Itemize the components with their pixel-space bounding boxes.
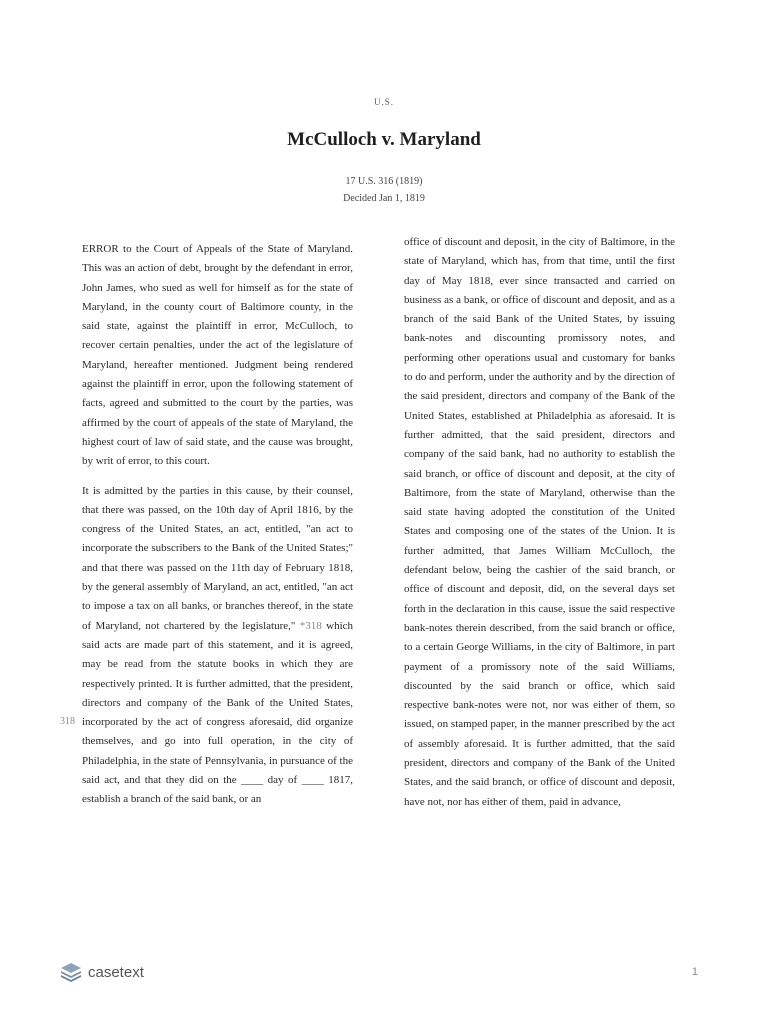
star-page-marker: *318 [299,619,322,632]
page-number: 1 [691,966,698,978]
paragraph: ERROR to the Court of Appeals of the State of Maryland. This was an action of debt, brought by the defendant in error, John James, who sued as well for himself as for the state of Maryland, in the county court of Baltimore county, in the said state, against the plaintiff in error, McCulloch, to recover certain penalties, under the act of the legislature of Maryland, hereafter mentioned. Judgment being rendered against the plaintiff in error, upon the following statement of facts, agreed and submitted to the court by the parties, was affirmed by the court of appeals of the state of Maryland, the highest court of law of said state, and the cause was brought, by writ of error, to this court. [82,243,353,468]
case-title: McCulloch v. Maryland [287,129,481,150]
right-column [404,233,675,822]
paragraph-text: which said acts are made part of this statement, and it is agreed, may be read from the statute books in which they are respectively printed. It is further admitted, that the president, directors and company of the Bank of the United States, incorporated by the act of congress aforesaid, did organize themselves, and go into full operation, in the city of Philadelphia, in the state of Pennsylvania, in pursuance of the said act, and that they did on the ____ day of ____ 1817, establish a branch of the said bank, or an [82,619,354,806]
left-column [82,240,353,820]
decided-date: Decided Jan 1, 1819 [343,193,425,204]
margin-page-number: 318 [60,716,75,727]
paragraph [82,482,353,810]
case-citation-block [0,173,768,207]
court-label: U.S. [373,97,394,107]
paragraph: office of discount and deposit, in the city of Baltimore, in the state of Maryland, which has, from that time, until the first day of May 1818, ever since transacted and carried on business as a bank, or office of discount and deposit, and as a branch of the said Bank of the United States, by issuing bank-notes and discounting promissory notes, and performing other operations usual and customary for banks to do and perform, under the authority and by the direction of the said president, directors and company of the Bank of the United States, established at Philadelphia as aforesaid. It is further admitted, that the said president, directors and company of the said bank, had no authority to establish the said branch, or office of discount and deposit, at the city of Baltimore, from the state of Maryland, otherwise than the said state having adopted the constitution of the United States and composing one of the states of the Union. It is further admitted, that James William McCulloch, the defendant below, being the cashier of the said branch, or office of discount and deposit, did, on the several days set forth in the declaration in this cause, issue the said respective bank-notes therein described, from the said branch or office, to a certain George Williams, in the city of Baltimore, in part payment of a promissory note of the said Williams, discounted by the said branch or office, which said respective bank-notes were not, nor was either of them, so issued, on stamped paper, in the manner prescribed by the act of assembly aforesaid. It is further admitted, that the said president, directors and company of the Bank of the United States, and the said branch, or office of discount and deposit, have not, nor has either of them, paid in advance, [404,236,675,808]
stacked-layers-icon [60,962,82,982]
paragraph-text: It is admitted by the parties in this cause, by their counsel, that there was passed, on the 10th day of April 1816, by the congress of the United States, an act, entitled, "an act to incorporate the subscribers to the Bank of the United States;" and that there was passed on the 11th day of February 1818, by the general assembly of Maryland, an act, entitled, "an act to impose a tax on all banks, or branches thereof, in the state of Maryland, not chartered by the legislature," [82,484,353,632]
casetext-logo[interactable] [60,962,144,982]
case-citation: 17 U.S. 316 (1819) [345,176,423,187]
logo-text: casetext [88,963,144,981]
